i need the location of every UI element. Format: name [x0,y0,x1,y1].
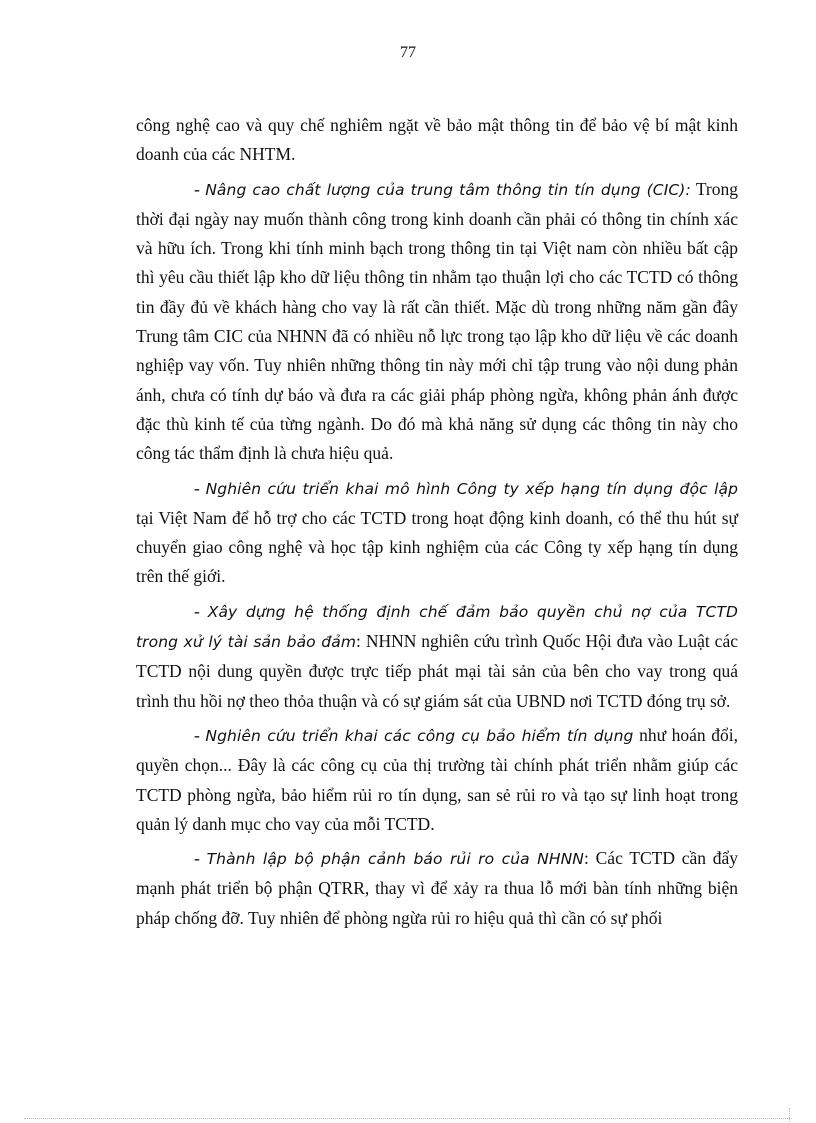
paragraph-cic [136,175,738,469]
paragraph-lead-italic: Thành lập bộ phận cảnh báo rủi ro của NHNN [206,850,585,869]
paragraph-text: như hoán đổi, quyền chọn... Đây là các công cụ của thị trường tài chính phát triển nhằm giúp các TCTD phòng ngừa, bảo hiểm rủi ro tín dụng, san sẻ rủi ro và tạo sự linh hoạt trong quản lý danh mục cho vay của mỗi TCTD. [136,724,738,834]
page-corner-mark [789,1108,790,1122]
paragraph-continuation [136,111,738,170]
paragraph-lead-italic: Nghiên cứu triển khai mô hình Công ty xếp hạng tín dụng độc lập [205,479,739,498]
paragraph-text: Trong thời đại ngày nay muốn thành công trong kinh doanh cần phải có thông tin chính xác và hữu ích. Trong khi tính minh bạch trong thông tin tại Việt nam còn nhiều bất cập thì yêu cầu thiết lập kho dữ liệu thông tin nhằm tạo thuận lợi cho các TCTD có thông tin đầy đủ về khách hàng cho vay là rất cần thiết. Mặc dù trong những năm gần đây Trung tâm CIC của NHNN đã có nhiều nỗ lực trong tạo lập kho dữ liệu về các doanh nghiệp vay vốn. Tuy nhiên những thông tin này mới chỉ tập trung vào nội dung phản ánh, chưa có tính dự báo và đưa ra các giải pháp phòng ngừa, không phản ánh được đặc thù kinh tế của từng ngành. Do đó mà khả năng sử dụng các thông tin này cho công tác thẩm định là chưa hiệu quả. [136,178,739,464]
paragraph-text: : NHNN nghiên cứu trình Quốc Hội đưa vào Luật các TCTD nội dung quyền được trực tiếp phát mại tài sản của bên cho vay trong quá trình thu hồi nợ theo thỏa thuận và có sự giám sát của UBND nơi TCTD đóng trụ sở. [136,631,738,711]
document-body [136,111,738,938]
page-number: 77 [400,44,416,61]
paragraph-risk-warning-unit [136,844,738,933]
page-bottom-border [24,1118,792,1119]
paragraph-lead-italic: Nghiên cứu triển khai các công cụ bảo hiểm tín dụng [205,726,634,745]
paragraph-lead-italic: Nâng cao chất lượng của trung tâm thông tin tín dụng (CIC): [205,180,691,199]
paragraph-lead-italic: Xây dựng hệ thống định chế đảm bảo quyền chủ nợ của TCTD trong xử lý tài sản bảo đảm [136,602,738,652]
list-dash: - [194,600,208,621]
paragraph-text: công nghệ cao và quy chế nghiêm ngặt về bảo mật thông tin để bảo vệ bí mật kinh doanh của các NHTM. [136,115,738,165]
paragraph-creditor-rights [136,597,738,716]
paragraph-credit-insurance-tools [136,721,738,839]
list-dash: - [194,848,207,869]
paragraph-text: : Các TCTD cần đẩy mạnh phát triển bộ phận QTRR, thay vì để xảy ra thua lỗ mới bàn tính những biện pháp chống đỡ. Tuy nhiên để phòng ngừa rủi ro hiệu quả thì cần có sự phối [136,848,739,928]
paragraph-credit-rating-company [136,474,738,592]
paragraph-text: tại Việt Nam để hỗ trợ cho các TCTD trong hoạt động kinh doanh, có thể thu hút sự chuyển giao công nghệ và học tập kinh nghiệm của các Công ty xếp hạng tín dụng trên thế giới. [136,507,738,587]
list-dash: - [194,477,206,498]
list-dash: - [194,178,206,199]
list-dash: - [194,724,206,745]
